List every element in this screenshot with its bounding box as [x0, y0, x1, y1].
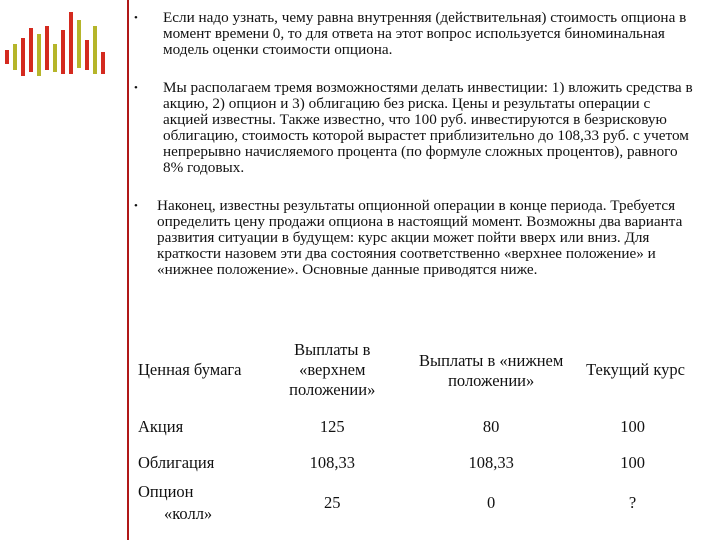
cell-price: 100 [620, 453, 645, 472]
table-row [138, 409, 703, 445]
securities-table [138, 331, 703, 525]
cell-price: 100 [620, 417, 645, 436]
header-security: Ценная бумага [138, 360, 242, 379]
cell-upper: 108,33 [309, 453, 355, 472]
bullet-text: Мы располагаем тремя возможностями делать инвестиции: 1) вложить средства в акцию, 2) опцион и 3) облигацию без риска. Цены и результаты операции с акцией известны. Также известно, что 100 руб. инвестируются в безрисковую облигацию, стоимость которой вырастет приблизительно до 108,33 руб. с учетом непрерывно начисляемого процента (по формуле сложных процентов), равного 8% годовых. [163, 79, 693, 176]
cell-name [138, 481, 262, 525]
cell-upper: 25 [324, 493, 341, 512]
table-row [138, 445, 703, 481]
bullet-item [134, 80, 694, 176]
bullet-dot: • [134, 82, 138, 94]
cell-name: Акция [138, 417, 184, 436]
bullet-item [134, 198, 694, 278]
header-lower-payout: Выплаты в «нижнем положении» [419, 351, 564, 390]
cell-lower: 0 [487, 493, 496, 512]
cell-name-line1: Опцион [138, 482, 194, 501]
cell-lower: 80 [482, 417, 500, 436]
cell-name-line2: «колл» [164, 504, 213, 523]
bullet-text: Если надо узнать, чему равна внутренняя (действительная) стоимость опциона в момент времени 0, то для ответа на этот вопрос используется биноминальная модель оценки стоимости опциона. [163, 9, 687, 58]
cell-lower: 108,33 [468, 453, 514, 472]
table-row [138, 481, 703, 525]
bar-chart-logo [0, 0, 120, 90]
bullet-dot: • [134, 200, 138, 212]
bullet-item [134, 10, 694, 58]
cell-upper: 125 [319, 417, 345, 436]
cell-price: ? [628, 493, 637, 512]
bullet-text: Наконец, известны результаты опционной операции в конце периода. Требуется определить цену продажи опциона в настоящий момент. Возможны два варианта развития ситуации в будущем: курс акции может пойти вверх или вниз. Для краткости назовем эти два состояния соответственно «верхнее положение» и «нижнее положение». Основные данные приводятся ниже. [157, 197, 683, 278]
cell-name: Облигация [138, 453, 215, 472]
vertical-accent-line [127, 0, 129, 540]
bullet-list [134, 10, 694, 300]
header-upper-payout: Выплаты в «верхнем положении» [289, 340, 376, 399]
bullet-dot: • [134, 12, 138, 24]
header-current-price: Текущий курс [586, 360, 685, 379]
table-header-row [138, 331, 703, 409]
